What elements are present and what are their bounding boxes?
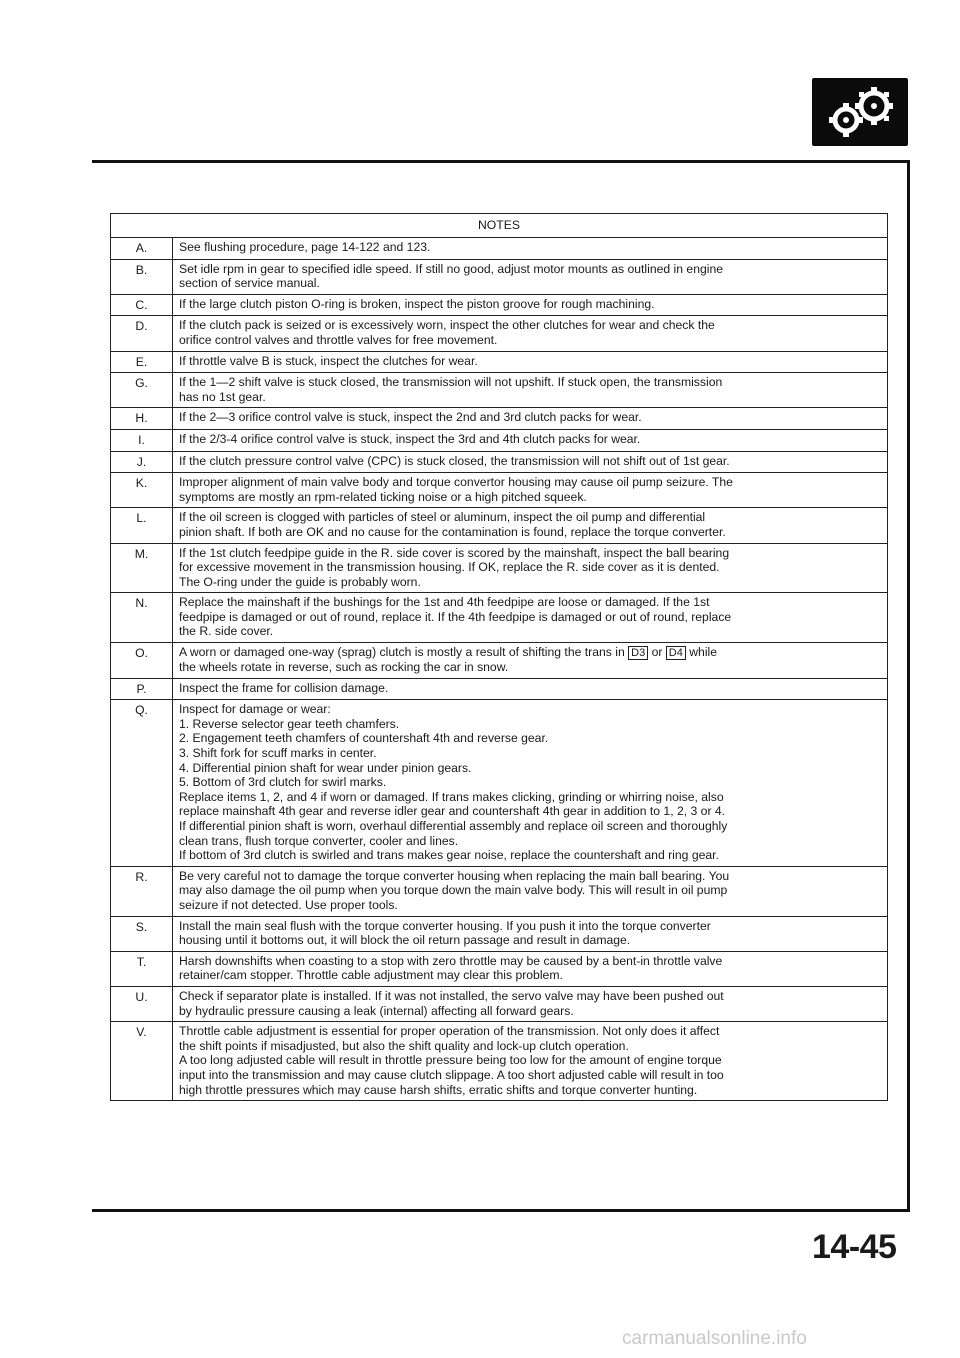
- table-row: [111, 451, 888, 473]
- note-text: Improper alignment of main valve body and torque convertor housing may cause oil pump seizure. The symptoms are mostly an rpm-related ticking noise or a high pitched squeek.: [173, 473, 888, 508]
- note-key: I.: [111, 429, 173, 451]
- note-key: M.: [111, 543, 173, 593]
- table-row: [111, 294, 888, 316]
- table-row: [111, 408, 888, 430]
- note-text: If the 1—2 shift valve is stuck closed, the transmission will not upshift. If stuck open, the transmission has no 1st gear.: [173, 373, 888, 408]
- table-row: [111, 866, 888, 916]
- note-text: If the clutch pressure control valve (CPC) is stuck closed, the transmission will not shift out of 1st gear.: [173, 451, 888, 473]
- note-key: R.: [111, 866, 173, 916]
- table-row: [111, 986, 888, 1021]
- table-row: [111, 678, 888, 700]
- note-text: If the 2/3-4 orifice control valve is stuck, inspect the 3rd and 4th clutch packs for wear.: [173, 429, 888, 451]
- notes-header-row: [111, 214, 888, 238]
- note-text: Set idle rpm in gear to specified idle speed. If still no good, adjust motor mounts as outlined in engine section of service manual.: [173, 259, 888, 294]
- note-text: If throttle valve B is stuck, inspect the clutches for wear.: [173, 351, 888, 373]
- table-row: [111, 700, 888, 867]
- note-text: If the 1st clutch feedpipe guide in the R. side cover is scored by the mainshaft, inspect the ball bearing for excessive movement in the transmission housing. If OK, replace the R. side cover as it is dented. The O-ring under the guide is probably worn.: [173, 543, 888, 593]
- note-key: S.: [111, 916, 173, 951]
- note-text: Throttle cable adjustment is essential for proper operation of the transmission. Not only does it affect the shift points if misadjusted, but also the shift quality and lock-up clutch operation. A too long adjusted cable will result in throttle pressure being too low for the amount of engine torque input into the transmission and may cause clutch slippage. A too short adjusted cable will result in too high throttle pressures which may cause harsh shifts, erratic shifts and torque converter hunting.: [173, 1022, 888, 1101]
- note-key: T.: [111, 951, 173, 986]
- note-text: Be very careful not to damage the torque converter housing when replacing the main ball bearing. You may also damage the oil pump when you torque down the main valve body. This will result in oil pump seizure if not detected. Use proper tools.: [173, 866, 888, 916]
- d3-position-badge: D3: [628, 646, 648, 660]
- gears-graphic: [812, 78, 908, 146]
- table-row: [111, 473, 888, 508]
- note-key: D.: [111, 316, 173, 351]
- note-key: H.: [111, 408, 173, 430]
- table-row: [111, 316, 888, 351]
- note-text-part: or: [648, 645, 666, 660]
- note-key: Q.: [111, 700, 173, 867]
- bottom-rule: [92, 1209, 910, 1212]
- note-text: Inspect for damage or wear: 1. Reverse selector gear teeth chamfers. 2. Engagement teeth chamfers of countershaft 4th and reverse gear. 3. Shift fork for scuff marks in center. 4. Differential pinion shaft for wear under pinion gears. 5. Bottom of 3rd clutch for swirl marks. Replace items 1, 2, and 4 if worn or damaged. If trans makes clicking, grinding or whirring noise, also replace mainshaft 4th gear and reverse idler gear and countershaft 4th gear in addition to 1, 2, 3 or 4. If differential pinion shaft is worn, overhaul differential assembly and replace oil screen and thoroughly clean trans, flush torque converter, cooler and lines. If bottom of 3rd clutch is swirled and trans makes gear noise, replace the countershaft and ring gear.: [173, 700, 888, 867]
- table-row: [111, 951, 888, 986]
- table-row: [111, 1022, 888, 1101]
- table-row: [111, 238, 888, 260]
- note-text: Check if separator plate is installed. If it was not installed, the servo valve may have been pushed out by hydraulic pressure causing a leak (internal) affecting all forward gears.: [173, 986, 888, 1021]
- note-text: If the large clutch piston O-ring is broken, inspect the piston groove for rough machining.: [173, 294, 888, 316]
- note-key: G.: [111, 373, 173, 408]
- note-text: Inspect the frame for collision damage.: [173, 678, 888, 700]
- note-text: See flushing procedure, page 14-122 and 123.: [173, 238, 888, 260]
- top-rule: [92, 160, 910, 163]
- transmission-gears-icon: [812, 78, 908, 146]
- note-key: U.: [111, 986, 173, 1021]
- note-key: J.: [111, 451, 173, 473]
- note-text: If the clutch pack is seized or is excessively worn, inspect the other clutches for wear and check the orifice control valves and throttle valves for free movement.: [173, 316, 888, 351]
- note-key: O.: [111, 643, 173, 679]
- note-key: C.: [111, 294, 173, 316]
- note-key: A.: [111, 238, 173, 260]
- watermark: carmanualsonline.info: [622, 1328, 807, 1349]
- note-key: E.: [111, 351, 173, 373]
- table-row: [111, 508, 888, 543]
- note-text-part: while the wheels rotate in reverse, such as rocking the car in snow.: [179, 645, 718, 675]
- table-row: [111, 351, 888, 373]
- page-number: 14-45: [812, 1228, 897, 1266]
- note-key: V.: [111, 1022, 173, 1101]
- note-text: [173, 643, 888, 679]
- note-key: N.: [111, 593, 173, 643]
- table-row: [111, 593, 888, 643]
- note-text: If the 2—3 orifice control valve is stuck, inspect the 2nd and 3rd clutch packs for wear.: [173, 408, 888, 430]
- table-row: [111, 373, 888, 408]
- note-text: If the oil screen is clogged with particles of steel or aluminum, inspect the oil pump and differential pinion shaft. If both are OK and no cause for the contamination is found, replace the torque converter.: [173, 508, 888, 543]
- note-key: B.: [111, 259, 173, 294]
- table-row: [111, 259, 888, 294]
- note-key: L.: [111, 508, 173, 543]
- note-key: K.: [111, 473, 173, 508]
- notes-table: [110, 213, 888, 1101]
- table-row: [111, 916, 888, 951]
- note-key: P.: [111, 678, 173, 700]
- table-row: [111, 643, 888, 679]
- note-text: Install the main seal flush with the torque converter housing. If you push it into the torque converter housing until it bottoms out, it will block the oil return passage and result in damage.: [173, 916, 888, 951]
- table-row: [111, 543, 888, 593]
- note-text: Harsh downshifts when coasting to a stop with zero throttle may be caused by a bent-in throttle valve retainer/cam stopper. Throttle cable adjustment may clear this problem.: [173, 951, 888, 986]
- note-text: Replace the mainshaft if the bushings for the 1st and 4th feedpipe are loose or damaged. If the 1st feedpipe is damaged or out of round, replace it. If the 4th feedpipe is damaged or out of round, replace the R. side cover.: [173, 593, 888, 643]
- d4-position-badge: D4: [666, 646, 686, 660]
- right-rule: [907, 160, 910, 1212]
- notes-title: NOTES: [111, 214, 888, 238]
- table-row: [111, 429, 888, 451]
- note-text-part: A worn or damaged one-way (sprag) clutch is mostly a result of shifting the trans in: [179, 645, 629, 660]
